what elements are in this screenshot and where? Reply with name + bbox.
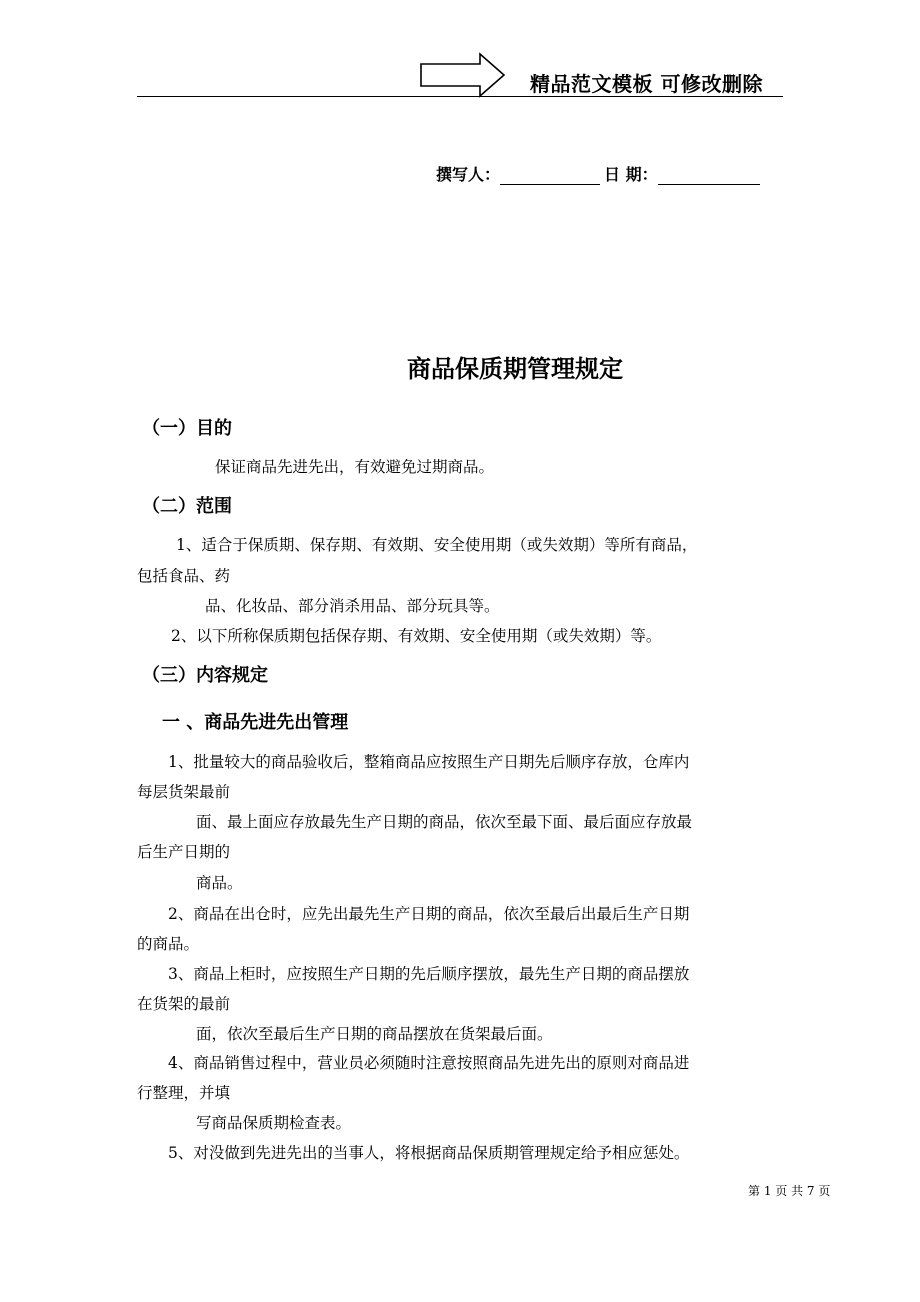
scope-item-1-line-3: 品、化妆品、部分消杀用品、部分玩具等。 — [205, 597, 500, 615]
purpose-text: 保证商品先进先出，有效避免过期商品。 — [215, 458, 495, 476]
fifo-item-1-line-4: 后生产日期的 — [137, 843, 231, 861]
header-divider — [137, 96, 783, 97]
fifo-item-4-line-2: 行整理，并填 — [137, 1084, 231, 1102]
fifo-item-5: 5、对没做到先进先出的当事人，将根据商品保质期管理规定给予相应惩处。 — [168, 1144, 690, 1162]
fifo-item-3-line-1: 3、商品上柜时，应按照生产日期的先后顺序摆放，最先生产日期的商品摆放 — [168, 965, 690, 983]
subsection-heading-fifo: 一 、商品先进先出管理 — [162, 712, 349, 733]
date-blank-field[interactable] — [658, 166, 760, 185]
author-label: 撰写人： — [436, 165, 501, 184]
fifo-item-2-line-2: 的商品。 — [137, 935, 200, 953]
section-heading-purpose: （一）目的 — [142, 418, 232, 439]
fifo-item-4-line-3: 写商品保质期检查表。 — [196, 1114, 352, 1132]
fifo-item-1-line-2: 每层货架最前 — [137, 783, 231, 801]
date-label: 日 期： — [604, 165, 658, 184]
fifo-item-1-line-3: 面、最上面应存放最先生产日期的商品，依次至最下面、最后面应存放最 — [196, 813, 693, 831]
header-arrow-icon — [420, 52, 506, 98]
section-heading-content: （三）内容规定 — [142, 665, 268, 686]
fifo-item-3-line-2: 在货架的最前 — [137, 995, 231, 1013]
scope-item-1-line-2: 包括食品、药 — [137, 567, 231, 585]
author-date-line — [436, 162, 760, 185]
scope-item-2: 2、以下所称保质期包括保存期、有效期、安全使用期（或失效期）等。 — [171, 627, 662, 645]
fifo-item-1-line-5: 商品。 — [196, 874, 243, 892]
page-number: 第 1 页 共 7 页 — [748, 1184, 831, 1198]
section-heading-scope: （二）范围 — [142, 496, 232, 517]
page-title: 商品保质期管理规定 — [407, 355, 623, 383]
fifo-item-4-line-1: 4、商品销售过程中，营业员必须随时注意按照商品先进先出的原则对商品进 — [168, 1054, 690, 1072]
fifo-item-3-line-3: 面，依次至最后生产日期的商品摆放在货架最后面。 — [196, 1025, 553, 1043]
fifo-item-2-line-1: 2、商品在出仓时，应先出最先生产日期的商品，依次至最后出最后生产日期 — [168, 905, 690, 923]
scope-item-1-line-1: 1、适合于保质期、保存期、有效期、安全使用期（或失效期）等所有商品， — [176, 536, 698, 554]
fifo-item-1-line-1: 1、批量较大的商品验收后，整箱商品应按照生产日期先后顺序存放，仓库内 — [168, 753, 690, 771]
author-blank-field[interactable] — [500, 166, 600, 185]
template-label: 精品范文模板 可修改删除 — [530, 72, 763, 96]
